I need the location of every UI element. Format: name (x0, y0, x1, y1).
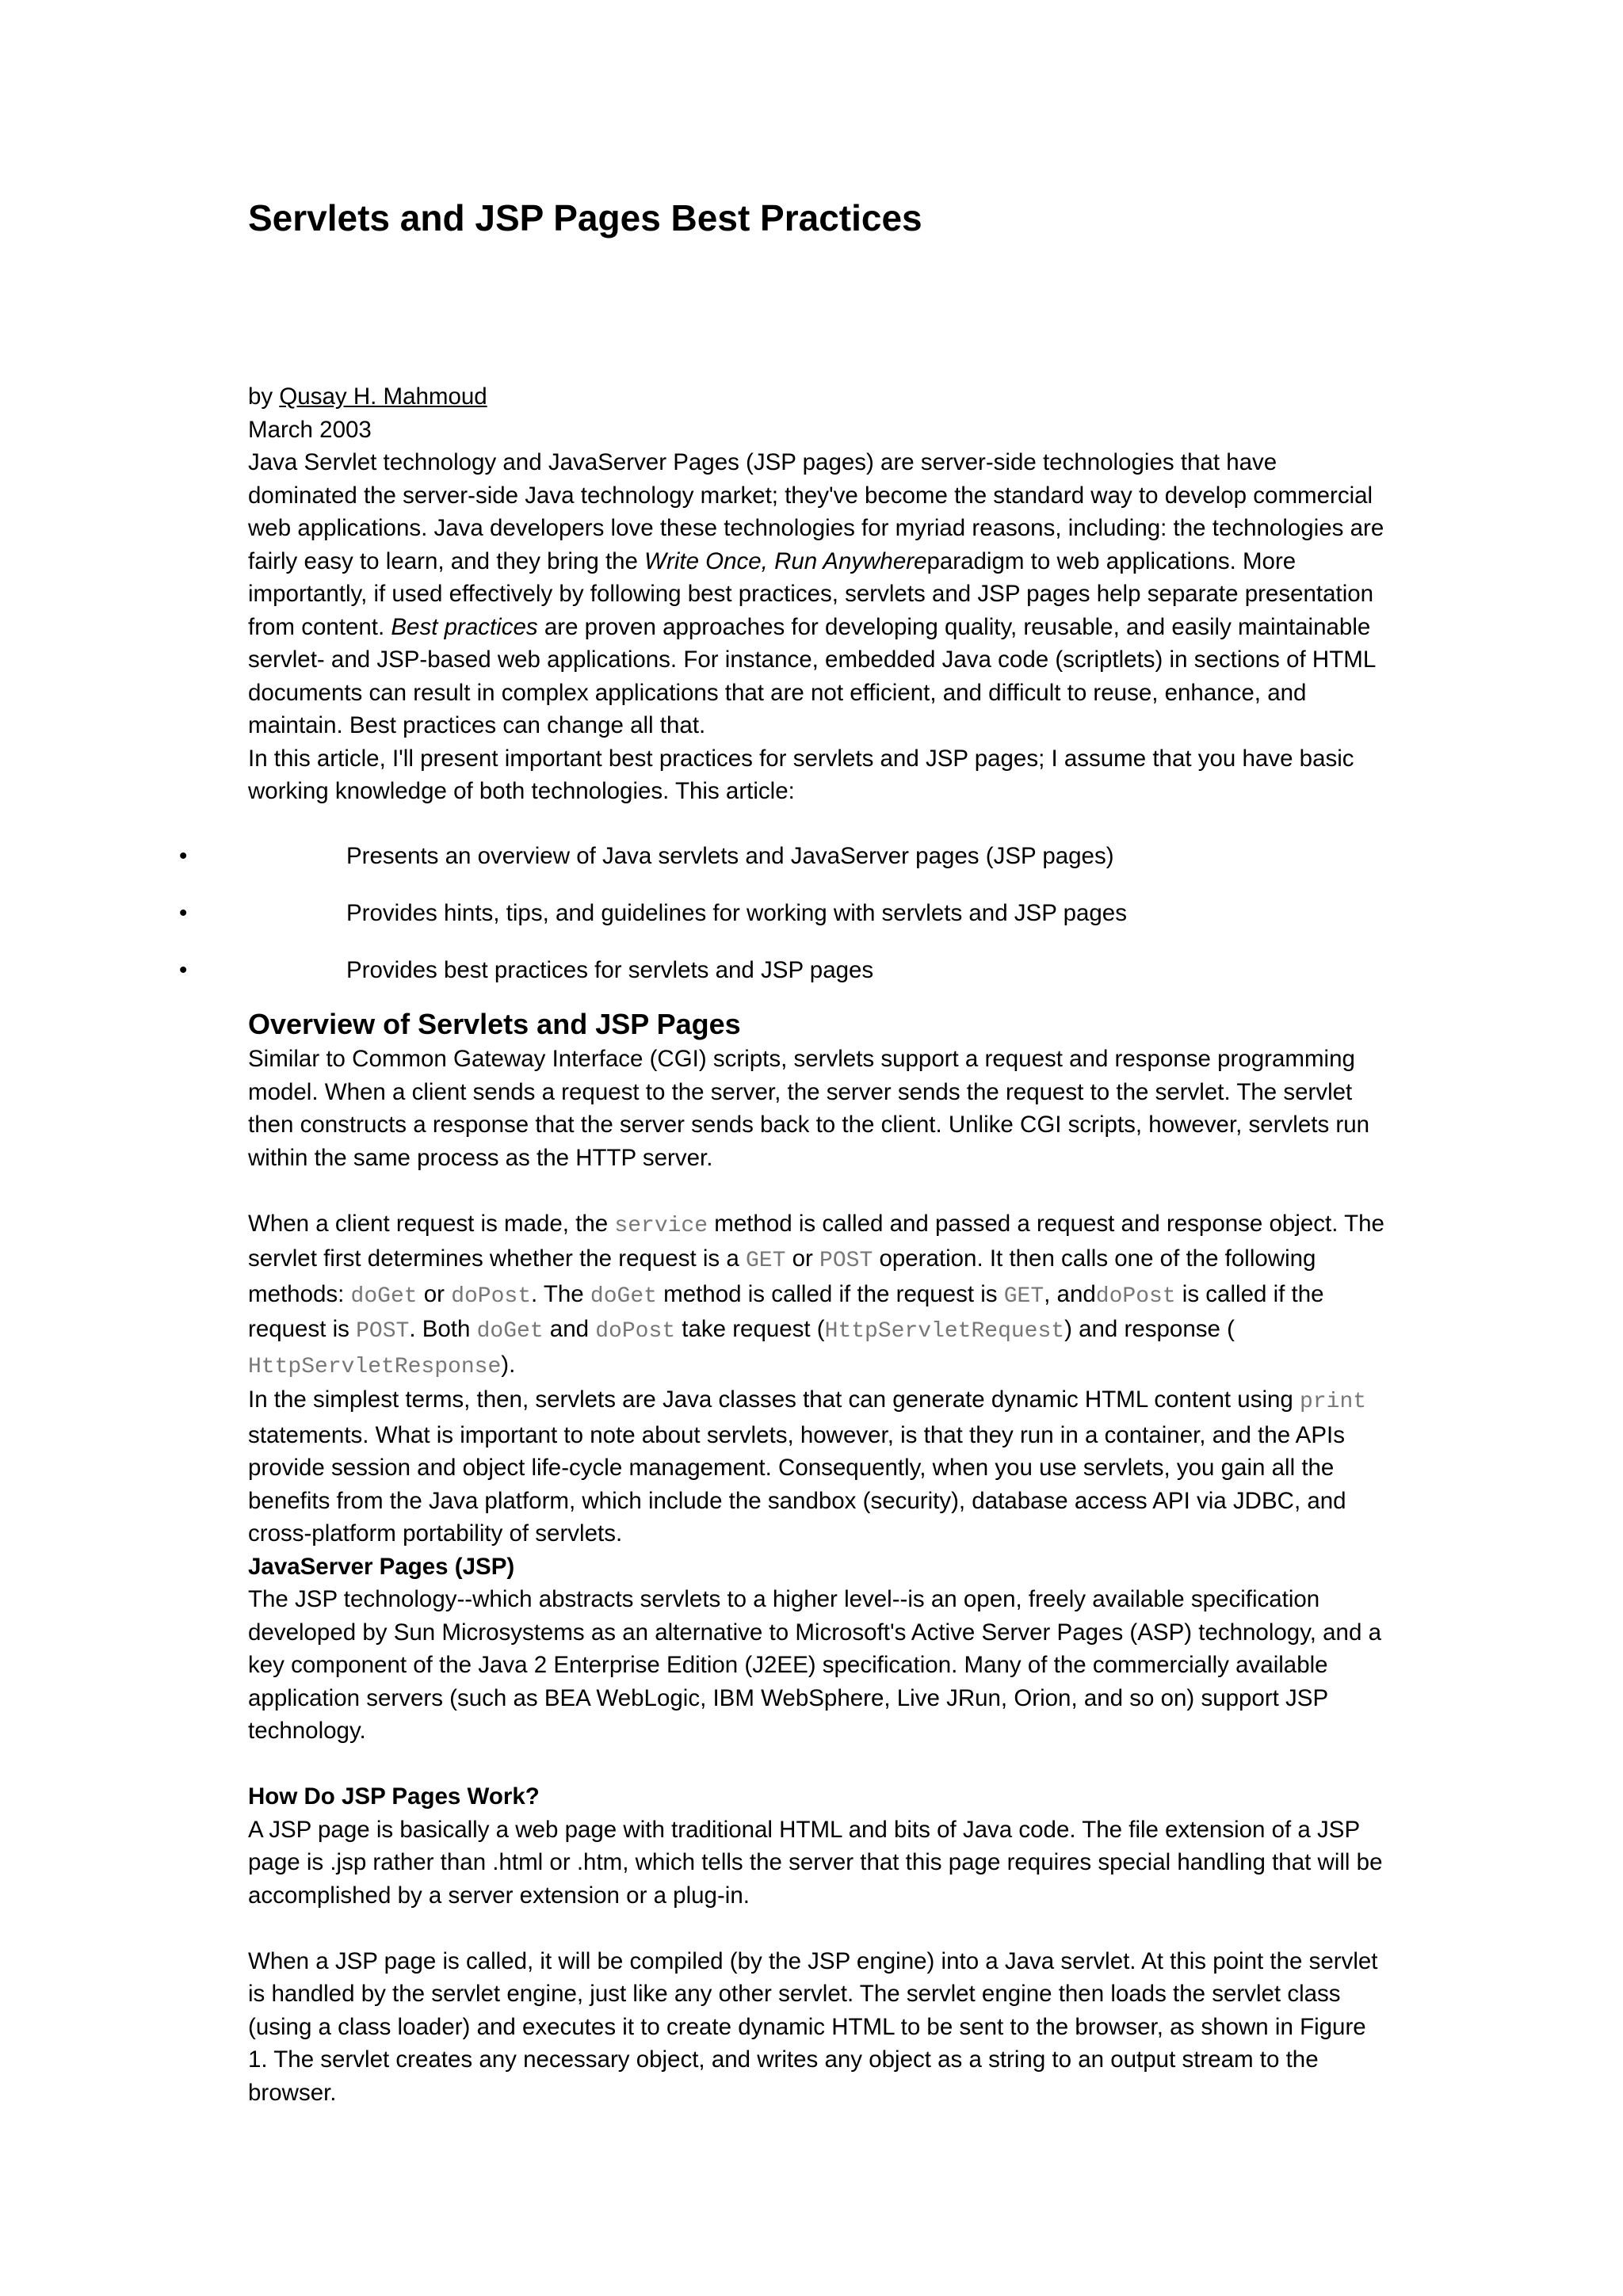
overview-paragraph-2: When a client request is made, the service method is called and passed a request and response object. The servlet first determines whether the request is a GET or POST operation. It then calls one of the following methods: doGet or doPost. The doGet method is called if the request is GET, anddoPost is called if the request is POST. Both doGet and doPost take request (HttpServletRequest) and response ( HttpServletResponse). (248, 1210, 1384, 1379)
publish-date: March 2003 (248, 416, 372, 443)
code-dopost: doPost (595, 1319, 676, 1344)
code-dopost: doPost (451, 1283, 532, 1309)
emphasis-wora: Write Once, Run Anywhere (644, 547, 927, 574)
page-title: Servlets and JSP Pages Best Practices (248, 197, 922, 238)
code-service: service (614, 1213, 708, 1238)
overview-section (248, 1043, 1389, 2109)
author-line (248, 380, 1389, 414)
subheading-jsp: JavaServer Pages (JSP) (248, 1553, 515, 1580)
author-link[interactable]: Qusay H. Mahmoud (279, 383, 487, 410)
code-print: print (1300, 1390, 1367, 1414)
code-httpservletresponse: HttpServletResponse (248, 1354, 502, 1379)
list-item: • Provides best practices for servlets and JSP pages (0, 952, 1623, 1009)
code-doget: doGet (590, 1283, 657, 1309)
code-dopost: doPost (1095, 1283, 1176, 1309)
intro-paragraph-1: Java Servlet technology and JavaServer Pages (JSP pages) are server-side technologies that have dominated the server-side Java technology market; they've become the standard way to develop commercial web applications. Java developers love these technologies for myriad reasons, including: the technologies are fairly easy to learn, and they bring the Write Once, Run Anywhereparadigm to web applications. More importantly, if used effectively by following best practices, servlets and JSP pages help separate presentation from content. Best practices are proven approaches for developing quality, reusable, and easily maintainable servlet- and JSP-based web applications. For instance, embedded Java code (scriptlets) in sections of HTML documents can result in complex applications that are not efficient, and difficult to reuse, enhance, and maintain. Best practices can change all that. (248, 449, 1384, 738)
how-paragraph-2: When a JSP page is called, it will be compiled (by the JSP engine) into a Java servlet. At this point the servlet is handled by the servlet engine, just like any other servlet. The servlet engine then loads the servlet class (using a class loader) and executes it to create dynamic HTML to be sent to the browser, as shown in Figure 1. The servlet creates any necessary object, and writes any object as a string to an output stream to the browser. (248, 1947, 1378, 2106)
byline (248, 380, 1389, 808)
subheading-how-jsp-works: How Do JSP Pages Work? (248, 1783, 540, 1810)
article-outline-list (0, 837, 1623, 1009)
list-item: • Presents an overview of Java servlets and JavaServer pages (JSP pages) (0, 837, 1623, 894)
bullet-icon: • (179, 900, 188, 926)
code-doget: doGet (350, 1283, 418, 1309)
code-get: GET (745, 1249, 786, 1273)
bullet-icon: • (179, 843, 188, 869)
how-paragraph-1: A JSP page is basically a web page with traditional HTML and bits of Java code. The file extension of a JSP page is .jsp rather than .html or .htm, which tells the server that this page requires special handling that will be accomplished by a server extension or a plug-in. (248, 1816, 1383, 1909)
list-item: • Provides hints, tips, and guidelines for working with servlets and JSP pages (0, 894, 1623, 952)
paragraph-spacer (248, 1912, 1389, 1945)
code-post: POST (819, 1249, 873, 1273)
code-httpservletrequest: HttpServletRequest (824, 1319, 1065, 1344)
code-post: POST (356, 1319, 410, 1344)
bullet-icon: • (179, 957, 188, 983)
code-doget: doGet (476, 1319, 544, 1344)
emphasis-best-practices: Best practices (391, 613, 538, 640)
intro-paragraph-2: In this article, I'll present important best practices for servlets and JSP pages; I assume that you have basic working knowledge of both technologies. This article: (248, 745, 1354, 804)
by-label: by (248, 383, 280, 410)
overview-paragraph-1: Similar to Common Gateway Interface (CGI) scripts, servlets support a request and response programming model. When a client sends a request to the server, the server sends the request to the servlet. The servlet then constructs a response that the server sends back to the client. Unlike CGI scripts, however, servlets run within the same process as the HTTP server. (248, 1046, 1370, 1171)
overview-paragraph-3: In the simplest terms, then, servlets are Java classes that can generate dynamic HTML content using print statements. What is important to note about servlets, however, is that they run in a container, and the APIs provide session and object life-cycle management. Consequently, when you use servlets, you gain all the benefits from the Java platform, which include the sandbox (security), database access API via JDBC, and cross-platform portability of servlets. (248, 1386, 1367, 1547)
paragraph-spacer (248, 1748, 1389, 1781)
section-heading-overview: Overview of Servlets and JSP Pages (248, 1008, 741, 1040)
code-get: GET (1003, 1283, 1044, 1309)
jsp-paragraph-1: The JSP technology--which abstracts servlets to a higher level--is an open, freely available specification developed by Sun Microsystems as an alternative to Microsoft's Active Server Pages (ASP) technology, and a key component of the Java 2 Enterprise Edition (J2EE) specification. Many of the commercially available application servers (such as BEA WebLogic, IBM WebSphere, Live JRun, Orion, and so on) support JSP technology. (248, 1586, 1381, 1744)
paragraph-spacer (248, 1174, 1389, 1207)
